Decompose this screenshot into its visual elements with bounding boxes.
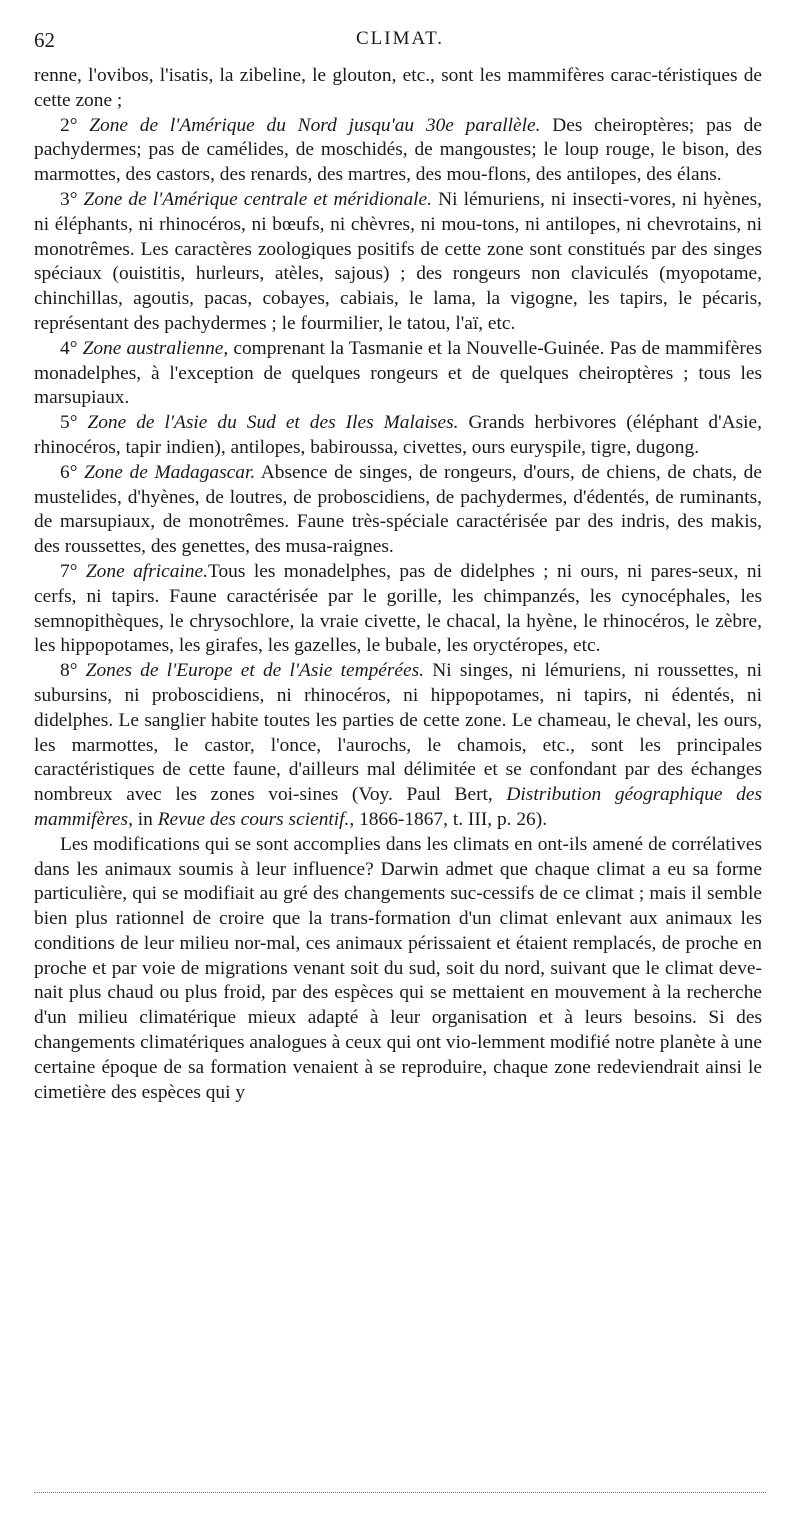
zone-number: 6° [60,461,85,483]
page-header [34,28,766,58]
paragraph-body: Grands herbivores (éléphant d'Asie, rhinocéros, tapir indien), antilopes, babiroussa, civettes, ours euryspile, tigre, dugong. [34,412,762,458]
paragraph-zone-6 [34,461,762,560]
zone-title: Zone australienne, [82,337,229,359]
zone-number: 8° [60,660,86,682]
paragraph-body: Absence de singes, de rongeurs, d'ours, de chiens, de chats, de mustelides, d'hyènes, de loutres, de proboscidiens, de pachydermes, d'édentés, de ruminants, de marsupiaux, de monotrêmes. Faune très-spéciale caractérisée par des indris, des makis, des roussettes, des genettes, des musa-raignes. [34,461,762,558]
zone-title: Zones de l'Europe et de l'Asie tempérées. [85,660,425,682]
zone-title: Zone de Madagascar. [84,461,256,483]
zone-number: 3° [60,188,84,210]
paragraph-zone-3 [34,188,762,337]
paragraph-climate-modifications [34,833,762,1106]
paragraph-zone-7 [34,560,762,659]
paragraph-body: Des cheiroptères; pas de pachydermes; pas de camélides, de moschidés, de mangoustes; le loup rouge, le bison, des marmottes, des castors, des renards, des martres, des mou-flons, des antilopes, des élans. [34,114,762,186]
paragraph-body: Ni lémuriens, ni insecti-vores, ni hyènes, ni éléphants, ni rhinocéros, ni bœufs, ni chèvres, ni mou-tons, ni antilopes, ni chevrotains, ni monotrêmes. Les caractères zoologiques positifs de cette zone sont constitués par des singes spéciaux (ouistitis, hurleurs, atèles, sajous) ; des rongeurs non claviculés (myopotame, chinchillas, agoutis, pacas, cobayes, cabiais, le lama, la vigogne, les tapirs, le pécaris, représentant des pachydermes ; le fourmilier, le tatou, l'aï, etc. [34,188,762,334]
paragraph-body: renne, l'ovibos, l'isatis, la zibeline, le glouton, etc., sont les mammifères carac-téristiques de cette zone ; [34,65,762,111]
paragraph-continuation [34,64,762,114]
citation-details: , 1866-1867, t. III, p. 26). [349,808,548,830]
zone-title: Zone de l'Amérique centrale et méridionale. [83,188,433,210]
citation-in: in [132,808,158,830]
zone-title: Zone de l'Amérique du Nord jusqu'au 30e parallèle. [89,114,541,136]
zone-number: 2° [60,114,90,136]
zone-number: 4° [60,337,83,359]
paragraph-zone-8 [34,659,762,833]
paragraph-zone-4 [34,337,762,411]
citation-title: Distribution géographique des mammifères, [34,784,762,830]
paragraph-zone-2 [34,114,762,188]
running-title: CLIMAT. [355,28,445,49]
paragraph-body: Tous les monadelphes, pas de didelphes ; ni ours, ni pares-seux, ni cerfs, ni tapirs. Faune caractérisée par le gorille, les chimpanzés, les cynocéphales, les semnopithèques, le chrysochlore, la vraie civette, le chacal, la hyène, le rhinocéros, le zèbre, les hippopotames, les girafes, les gazelles, le bubale, les oryctéropes, etc. [34,560,762,657]
citation-journal: Revue des cours scientif. [157,808,350,830]
body-text [34,64,762,1105]
zone-title: Zone de l'Asie du Sud et des Iles Malaises. [87,412,459,434]
page-bottom-dotted-edge [34,1492,766,1493]
paragraph-body: Ni singes, ni lémuriens, ni roussettes, ni subursins, ni proboscidiens, ni rhinocéros, ni hippopotames, ni tapirs, ni édentés, ni didelphes. Le sanglier habite toutes les parties de cette zone. Le chameau, le cheval, les ours, les marmottes, le castor, l'once, l'aurochs, le chamois, etc., sont les principales caractéristiques de cette faune, d'ailleurs mal délimitée et se confondant par des échanges nombreux avec les zones voi-sines (Voy. Paul Bert, [34,660,762,806]
paragraph-zone-5 [34,411,762,461]
zone-number: 5° [60,412,88,434]
paragraph-body: comprenant la Tasmanie et la Nouvelle-Guinée. Pas de mammifères monadelphes, à l'exception de quelques rongeurs et de quelques cheiroptères ; tous les marsupiaux. [34,337,762,409]
zone-number: 7° [60,560,86,582]
paragraph-body: Les modifications qui se sont accomplies dans les climats en ont-ils amené de corrélatives dans les animaux soumis à leur influence? Darwin admet que chaque climat a eu sa forme particulière, qui se modifiait au gré des changements suc-cessifs de ce climat ; mais il semble bien plus rationnel de croire que la trans-formation d'un climat enlevant aux animaux les conditions de leur milieu nor-mal, ces animaux périssaient et étaient remplacés, de proche en proche et par voie de migrations venant soit du sud, soit du nord, suivant que le climat deve-nait plus chaud ou plus froid, par des espèces qui se mettaient en mouvement à la recherche d'un milieu climatérique mieux adapté à leur organisation et à leurs besoins. Si des changements climatériques analogues à ceux qui ont vio-lemment modifié notre planète à une certaine époque de sa formation venaient à se reproduire, chaque zone redeviendrait ainsi le cimetière des espèces qui y [34,833,762,1103]
zone-title: Zone africaine. [85,560,208,582]
page-number: 62 [34,28,55,52]
